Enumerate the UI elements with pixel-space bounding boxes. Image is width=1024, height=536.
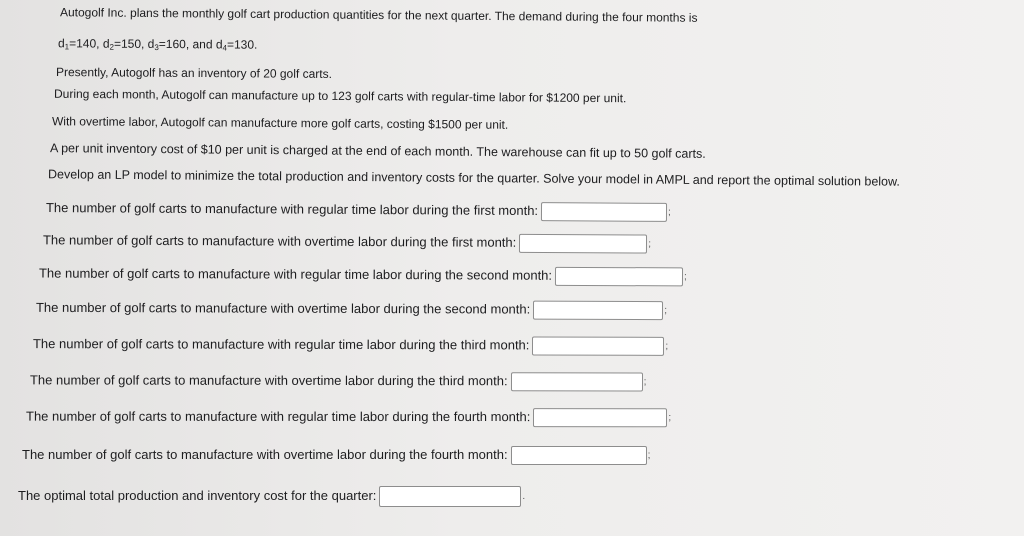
- intro-line-7: Develop an LP model to minimize the total production and inventory costs for the quarter. Solve your model in AMPL and report the optimal solution below.: [47, 167, 900, 189]
- question-regular-month-2: [39, 265, 687, 287]
- question-overtime-month-2: [36, 299, 667, 320]
- terminator: ;: [664, 305, 668, 317]
- question-label: The number of golf carts to manufacture with regular time labor during the first month:: [45, 200, 539, 219]
- terminator: ;: [647, 450, 651, 461]
- terminator: ;: [668, 206, 671, 218]
- terminator: ;: [668, 412, 672, 424]
- demand-d2: $d_2=150$,: [102, 36, 148, 52]
- intro-line-1: Autogolf Inc. plans the monthly golf cart production quantities for the next quarter. The demand during the four months is: [59, 5, 698, 25]
- answer-input-regular-month-1[interactable]: [541, 202, 667, 222]
- question-label: The optimal total production and inventory cost for the quarter:: [18, 487, 377, 503]
- intro-line-3: Presently, Autogolf has an inventory of 20 golf carts.: [55, 65, 332, 81]
- answer-input-overtime-month-4[interactable]: [511, 446, 647, 465]
- question-label: The number of golf carts to manufacture with regular time labor during the second month:: [38, 265, 553, 283]
- question-regular-month-3: [33, 335, 668, 356]
- question-regular-month-4: [26, 408, 671, 428]
- intro-demand-line: [58, 36, 258, 52]
- answer-input-optimal-cost[interactable]: [379, 486, 521, 507]
- terminator: ;: [665, 340, 669, 352]
- answer-input-overtime-month-2[interactable]: [533, 301, 663, 320]
- question-label: The number of golf carts to manufacture with overtime labor during the second month:: [35, 299, 531, 317]
- intro-line-4: During each month, Autogolf can manufacture up to 123 golf carts with regular-time labor for $1200 per unit.: [53, 86, 627, 106]
- terminator: ;: [684, 271, 687, 283]
- terminator: .: [522, 491, 526, 502]
- intro-line-6: A per unit inventory cost of $10 per unit is charged at the end of each month. The warehouse can fit up to 50 golf carts.: [49, 141, 706, 161]
- question-label: The number of golf carts to manufacture with overtime labor during the first month:: [42, 232, 517, 250]
- demand-d4: $d_4=130$.: [215, 37, 258, 53]
- answer-input-regular-month-4[interactable]: [533, 408, 667, 427]
- question-label: The number of golf carts to manufacture with overtime labor during the third month:: [29, 372, 508, 389]
- answer-input-overtime-month-1[interactable]: [519, 234, 647, 254]
- question-overtime-month-1: [43, 231, 651, 253]
- demand-d1: $d_1=140$,: [57, 36, 103, 52]
- intro-line-5: With overtime labor, Autogolf can manufacture more golf carts, costing $1500 per unit.: [51, 114, 509, 132]
- question-optimal-cost: [18, 486, 525, 507]
- terminator: ;: [643, 376, 647, 388]
- answer-input-regular-month-2[interactable]: [555, 267, 683, 287]
- answer-input-overtime-month-3[interactable]: [511, 372, 643, 391]
- question-regular-month-1: [46, 199, 671, 222]
- terminator: ;: [648, 238, 652, 250]
- question-overtime-month-3: [30, 371, 646, 391]
- question-overtime-month-4: [22, 446, 650, 465]
- demand-d3: $d_3=160$, and: [147, 36, 216, 53]
- question-label: The number of golf carts to manufacture with regular time labor during the fourth month:: [25, 408, 531, 425]
- question-label: The number of golf carts to manufacture with regular time labor during the third month:: [32, 336, 530, 353]
- answer-input-regular-month-3[interactable]: [532, 336, 664, 355]
- question-label: The number of golf carts to manufacture with overtime labor during the fourth month:: [22, 446, 508, 462]
